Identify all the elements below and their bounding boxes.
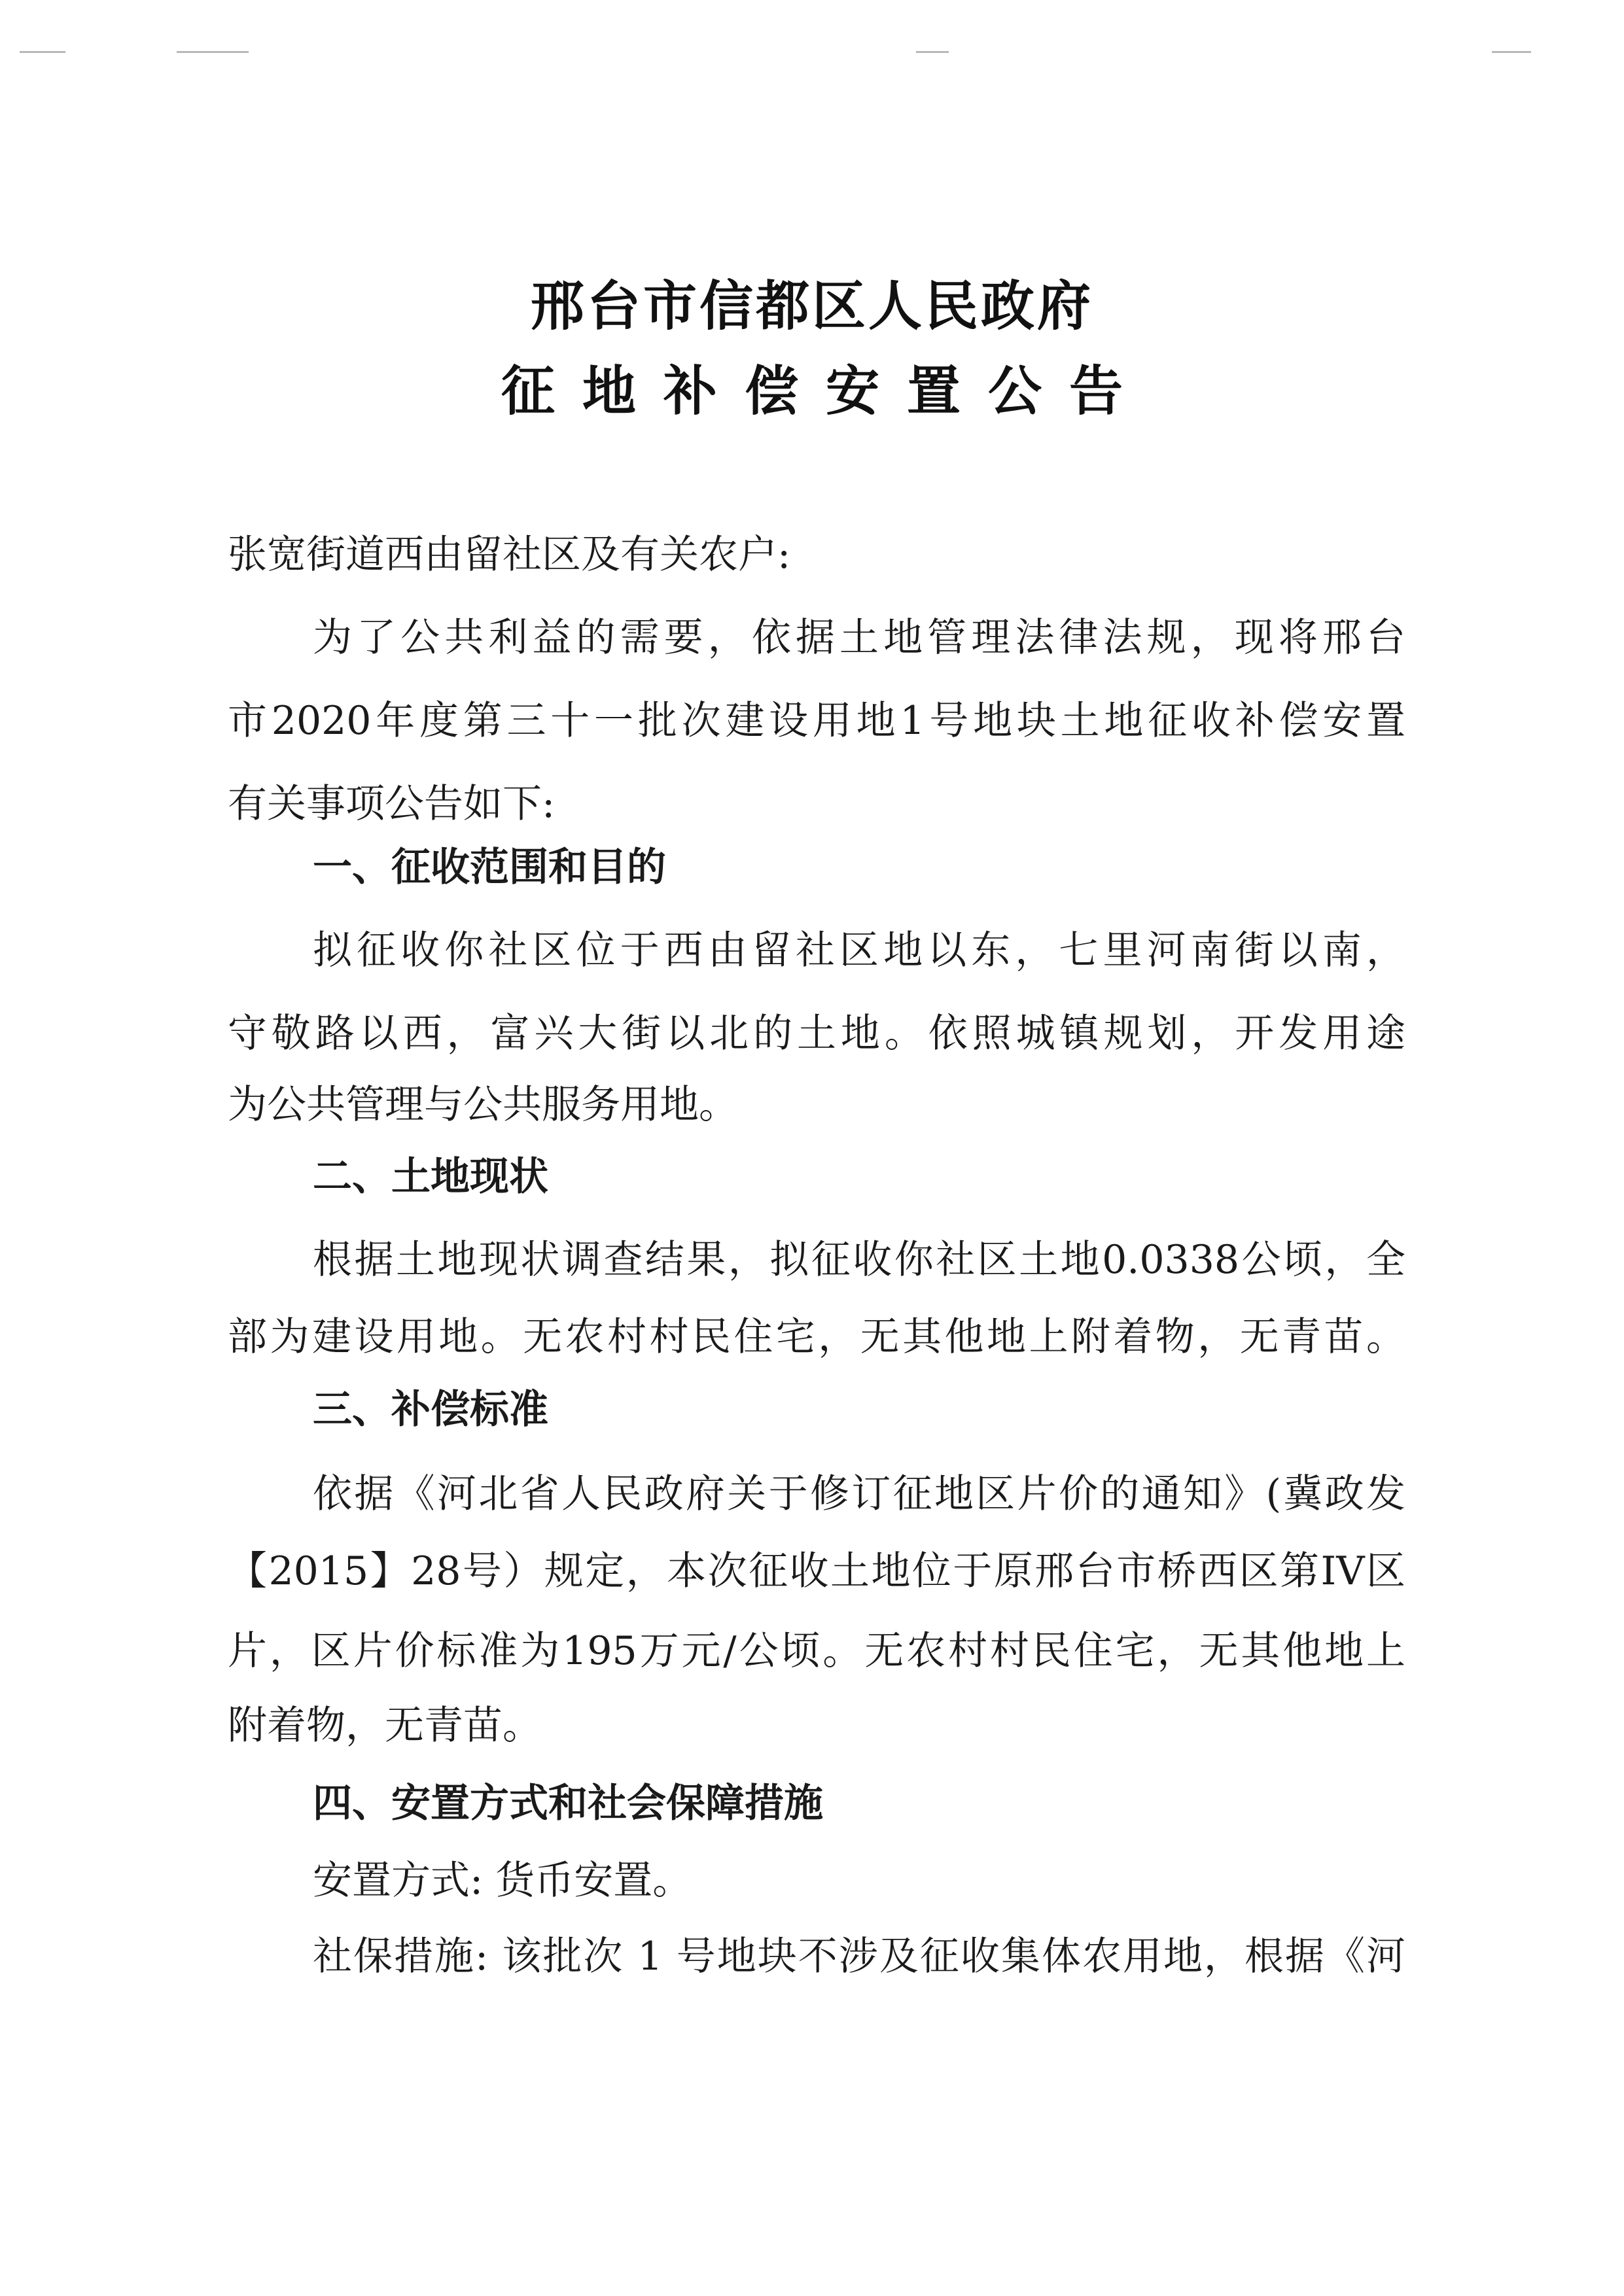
section4-heading: 四、安置方式和社会保障措施: [313, 1781, 823, 1826]
addressee: 张宽街道西由留社区及有关农户:: [228, 532, 791, 578]
section3-line: 【2015】28号）规定，本次征收土地位于原邢台市桥西区第IV区: [228, 1548, 1405, 1594]
placement-method: 安置方式: 货币安置。: [313, 1858, 692, 1904]
section1-heading: 一、征收范围和目的: [313, 844, 666, 890]
scan-artifact-line: [177, 51, 249, 53]
section3-line: 依据《河北省人民政府关于修订征地区片价的通知》(冀政发: [313, 1471, 1405, 1517]
intro-line: 市2020年度第三十一批次建设用地1号地块土地征收补偿安置: [228, 698, 1405, 744]
document-title-line1: 邢台市信都区人民政府: [530, 275, 1093, 338]
intro-line: 有关事项公告如下:: [228, 781, 556, 827]
social-security-measures: 社保措施: 该批次 1 号地块不涉及征收集体农用地，根据《河: [313, 1934, 1405, 1979]
section2-line: 部为建设用地。无农村村民住宅，无其他地上附着物，无青苗。: [228, 1314, 1405, 1360]
section3-line: 附着物，无青苗。: [228, 1703, 542, 1748]
intro-line: 为了公共利益的需要，依据土地管理法律法规，现将邢台: [313, 615, 1405, 661]
section2-heading: 二、土地现状: [313, 1154, 548, 1200]
section2-line: 根据土地现状调查结果，拟征收你社区土地0.0338公顷，全: [313, 1237, 1405, 1283]
section3-heading: 三、补偿标准: [313, 1387, 548, 1433]
scan-artifact-line: [1492, 51, 1531, 53]
scan-artifact-line: [20, 51, 65, 53]
document-title-line2: 征地补偿安置公告: [501, 360, 1150, 423]
section1-line: 为公共管理与公共服务用地。: [228, 1082, 738, 1128]
scan-artifact-line: [916, 51, 949, 53]
section1-line: 守敬路以西，富兴大街以北的土地。依照城镇规划，开发用途: [228, 1011, 1405, 1056]
section3-line: 片，区片价标准为195万元/公顷。无农村村民住宅，无其他地上: [228, 1628, 1405, 1674]
section1-line: 拟征收你社区位于西由留社区地以东，七里河南街以南，: [313, 928, 1405, 973]
